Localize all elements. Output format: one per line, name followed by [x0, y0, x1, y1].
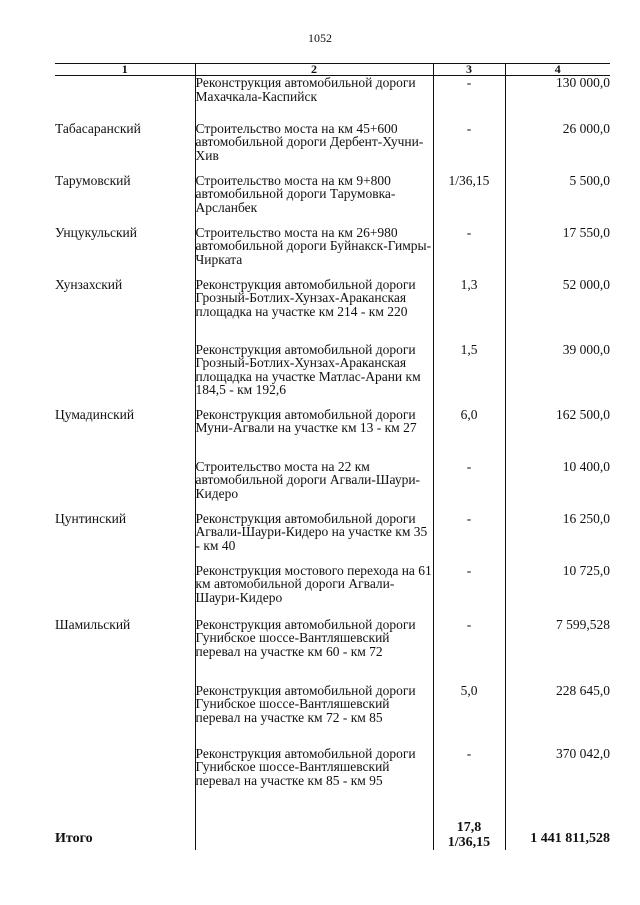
district-cell	[55, 76, 195, 122]
length-cell: -	[433, 512, 505, 564]
amount-cell: 10 725,0	[505, 564, 610, 618]
table-row	[55, 278, 610, 343]
budget-table	[55, 63, 610, 850]
header-col-4: 4	[505, 64, 610, 76]
length-cell: 1,5	[433, 343, 505, 408]
total-row	[55, 810, 610, 850]
project-cell: Реконструкция автомобильной дороги Гунибское шоссе-Вантляшевский перевал на участке км 60 - км 72	[195, 618, 433, 684]
table-row	[55, 618, 610, 684]
project-cell: Строительство моста на 22 км автомобильной дороги Агвали-Шаури-Кидеро	[195, 460, 433, 512]
amount-cell: 39 000,0	[505, 343, 610, 408]
table-row	[55, 408, 610, 460]
table-row	[55, 460, 610, 512]
length-cell: 1/36,15	[433, 174, 505, 226]
project-cell: Реконструкция автомобильной дороги Грозный-Ботлих-Хунзах-Араканская площадка на участке км 214 - км 220	[195, 278, 433, 343]
project-cell: Реконструкция автомобильной дороги Махачкала-Каспийск	[195, 76, 433, 122]
amount-cell: 16 250,0	[505, 512, 610, 564]
project-cell: Реконструкция автомобильной дороги Агвали-Шаури-Кидеро на участке км 35 - км 40	[195, 512, 433, 564]
total-project-cell	[195, 810, 433, 850]
district-cell	[55, 343, 195, 408]
length-cell: -	[433, 122, 505, 174]
length-cell: 6,0	[433, 408, 505, 460]
amount-cell: 5 500,0	[505, 174, 610, 226]
project-cell: Реконструкция автомобильной дороги Грозный-Ботлих-Хунзах-Араканская площадка на участке Матлас-Арани км 184,5 - км 192,6	[195, 343, 433, 408]
table-row	[55, 512, 610, 564]
length-cell: -	[433, 618, 505, 684]
district-cell	[55, 460, 195, 512]
length-cell: 5,0	[433, 684, 505, 747]
amount-cell: 228 645,0	[505, 684, 610, 747]
length-cell: -	[433, 460, 505, 512]
amount-cell: 52 000,0	[505, 278, 610, 343]
total-length-line2: 1/36,15	[447, 834, 491, 850]
total-length-cell	[433, 810, 505, 850]
amount-cell: 130 000,0	[505, 76, 610, 122]
table-row	[55, 564, 610, 618]
header-col-3: 3	[433, 64, 505, 76]
project-cell: Строительство моста на км 45+600 автомобильной дороги Дербент-Хучни-Хив	[195, 122, 433, 174]
district-cell	[55, 564, 195, 618]
district-cell: Цунтинский	[55, 510, 127, 526]
amount-cell: 7 599,528	[505, 618, 610, 684]
table-row	[55, 684, 610, 747]
length-cell: -	[433, 226, 505, 278]
total-amount: 1 441 811,528	[505, 810, 610, 850]
table-row	[55, 747, 610, 810]
total-length-line1: 17,8	[456, 819, 482, 835]
header-col-1: 1	[55, 64, 195, 76]
table-row	[55, 343, 610, 408]
length-cell: -	[433, 747, 505, 810]
district-cell: Табасаранский	[55, 120, 141, 136]
length-cell: 1,3	[433, 278, 505, 343]
district-cell: Шамильский	[55, 616, 131, 632]
project-cell: Строительство моста на км 26+980 автомобильной дороги Буйнакск-Гимры-Чирката	[195, 226, 433, 278]
amount-cell: 370 042,0	[505, 747, 610, 810]
project-cell: Строительство моста на км 9+800 автомобильной дороги Тарумовка-Арсланбек	[195, 174, 433, 226]
project-cell: Реконструкция мостового перехода на 61 км автомобильной дороги Агвали-Шаури-Кидеро	[195, 564, 433, 618]
district-cell: Тарумовский	[55, 172, 131, 188]
project-cell: Реконструкция автомобильной дороги Гунибское шоссе-Вантляшевский перевал на участке км 85 - км 95	[195, 747, 433, 810]
table-row	[55, 122, 610, 174]
project-cell: Реконструкция автомобильной дороги Муни-Агвали на участке км 13 - км 27	[195, 408, 433, 460]
amount-cell: 26 000,0	[505, 122, 610, 174]
total-label: Итого	[55, 831, 93, 846]
length-cell: -	[433, 76, 505, 122]
page-number: 1052	[308, 31, 332, 45]
table-row	[55, 174, 610, 226]
table-row	[55, 76, 610, 122]
district-cell	[55, 684, 195, 747]
header-row	[55, 64, 610, 76]
amount-cell: 10 400,0	[505, 460, 610, 512]
district-cell: Унцукульский	[55, 224, 137, 240]
amount-cell: 17 550,0	[505, 226, 610, 278]
district-cell: Хунзахский	[55, 276, 123, 292]
district-cell	[55, 747, 195, 810]
amount-cell: 162 500,0	[505, 408, 610, 460]
project-cell: Реконструкция автомобильной дороги Гунибское шоссе-Вантляшевский перевал на участке км 72 - км 85	[195, 684, 433, 747]
length-cell: -	[433, 564, 505, 618]
table-row	[55, 226, 610, 278]
district-cell: Цумадинский	[55, 406, 135, 422]
header-col-2: 2	[195, 64, 433, 76]
